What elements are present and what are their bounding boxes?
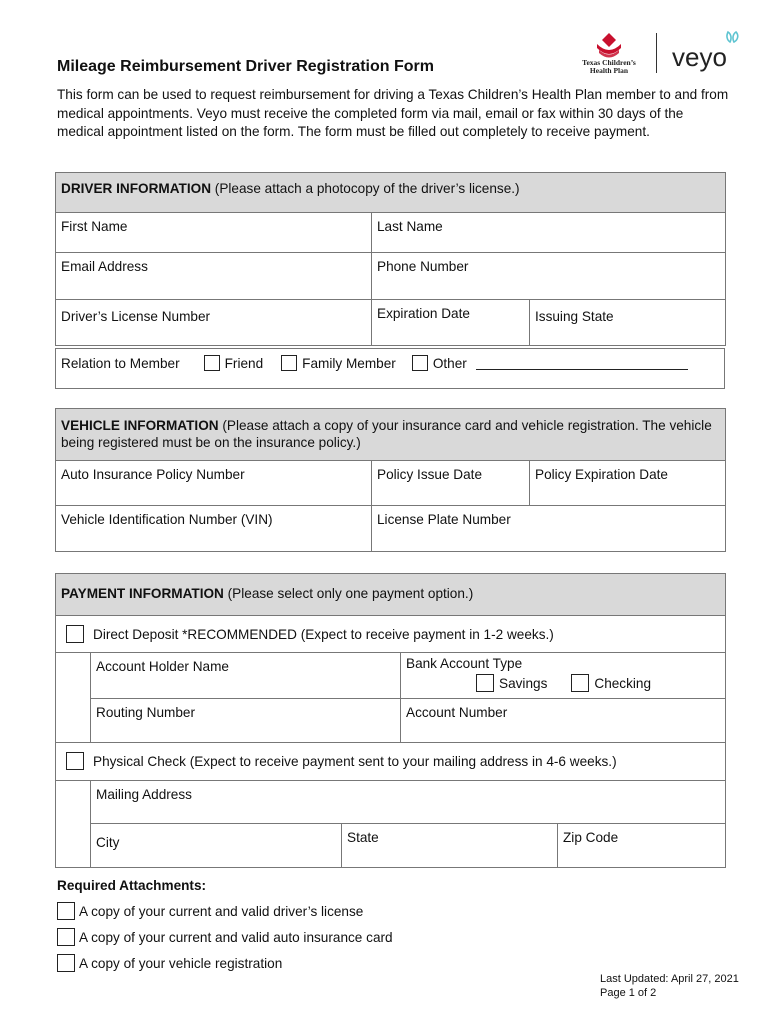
policy-number-field[interactable] <box>56 461 372 506</box>
vehicle-section-header <box>56 409 726 461</box>
payment-heading-note: (Please select only one payment option.) <box>223 586 474 601</box>
direct-deposit-indent <box>56 653 91 743</box>
page-number: Page 1 of 2 <box>600 987 657 999</box>
friend-checkbox[interactable] <box>204 355 220 371</box>
phone-label: Phone Number <box>377 259 469 274</box>
account-holder-label: Account Holder Name <box>96 659 229 674</box>
attachment-registration-checkbox[interactable] <box>57 954 75 972</box>
svg-text:veyo: veyo <box>672 42 727 72</box>
driver-heading: DRIVER INFORMATION <box>61 181 212 196</box>
direct-deposit-row <box>56 616 726 653</box>
attachment-item-registration <box>57 954 282 972</box>
city-label: City <box>96 835 120 850</box>
other-checkbox[interactable] <box>412 355 428 371</box>
direct-deposit-label: Direct Deposit *RECOMMENDED (Expect to receive payment in 1-2 weeks.) <box>93 626 554 642</box>
attachment-registration-label: A copy of your vehicle registration <box>79 955 283 971</box>
bank-account-type-label: Bank Account Type <box>406 656 523 671</box>
first-name-field[interactable] <box>56 213 372 253</box>
license-plate-label: License Plate Number <box>377 512 511 527</box>
license-number-field[interactable] <box>56 300 372 346</box>
physical-check-indent <box>56 781 91 868</box>
driver-information-table <box>55 172 726 346</box>
svg-text:Health Plan: Health Plan <box>589 66 629 75</box>
savings-checkbox[interactable] <box>476 674 494 692</box>
expiration-date-field[interactable] <box>372 300 530 346</box>
svg-text:Texas Children’s: Texas Children’s <box>582 58 636 67</box>
physical-check-label: Physical Check (Expect to receive payment sent to your mailing address in 4-6 weeks.) <box>93 753 617 769</box>
policy-expiration-date-label: Policy Expiration Date <box>535 467 668 482</box>
vehicle-heading: VEHICLE INFORMATION <box>61 418 219 433</box>
driver-section-header <box>56 173 726 213</box>
policy-issue-date-field[interactable] <box>372 461 530 506</box>
attachment-insurance-label: A copy of your current and valid auto insurance card <box>79 929 393 945</box>
attachment-license-checkbox[interactable] <box>57 902 75 920</box>
last-name-label: Last Name <box>377 219 443 234</box>
vehicle-heading-note: (Please attach a copy of your insurance card and vehicle registration. The vehicle being registered must be on the insurance policy.) <box>61 418 712 450</box>
email-field[interactable] <box>56 253 372 300</box>
intro-paragraph: This form can be used to request reimbursement for driving a Texas Children’s Health Plan member to and from medical appointments. Veyo must receive the completed form via mail, email or fax within 30 days of the medical appointment listed on the form. The form must be filled out completely to receive payment. <box>57 87 729 139</box>
policy-number-label: Auto Insurance Policy Number <box>61 467 245 482</box>
other-label: Other <box>432 355 467 371</box>
logo-divider <box>656 33 657 73</box>
relation-label: Relation to Member <box>61 355 180 371</box>
driver-heading-note: (Please attach a photocopy of the driver’s license.) <box>211 181 520 196</box>
last-updated: Last Updated: April 27, 2021 <box>600 973 739 985</box>
email-label: Email Address <box>61 259 148 274</box>
last-name-field[interactable] <box>372 213 726 253</box>
physical-check-row <box>56 743 726 781</box>
city-field[interactable] <box>91 824 342 868</box>
payment-information-table <box>55 573 726 868</box>
policy-expiration-date-field[interactable] <box>530 461 726 506</box>
license-plate-field[interactable] <box>372 506 726 552</box>
friend-label: Friend <box>224 355 264 371</box>
required-attachments-title: Required Attachments: <box>57 878 207 893</box>
veyo-logo <box>670 28 746 74</box>
vin-field[interactable] <box>56 506 372 552</box>
issuing-state-field[interactable] <box>530 300 726 346</box>
relation-row <box>56 349 725 389</box>
mailing-address-field[interactable] <box>91 781 726 824</box>
payment-section-header <box>56 574 726 616</box>
account-holder-field[interactable] <box>91 653 401 699</box>
state-field[interactable] <box>342 824 558 868</box>
relation-table <box>55 348 725 389</box>
routing-number-field[interactable] <box>91 699 401 743</box>
direct-deposit-checkbox[interactable] <box>66 625 84 643</box>
attachment-item-insurance <box>57 928 393 946</box>
state-label: State <box>347 830 379 845</box>
checking-checkbox[interactable] <box>571 674 589 692</box>
license-number-label: Driver’s License Number <box>61 309 211 324</box>
bank-account-type-field <box>401 653 726 699</box>
issuing-state-label: Issuing State <box>535 309 614 324</box>
attachment-insurance-checkbox[interactable] <box>57 928 75 946</box>
attachment-license-label: A copy of your current and valid driver’s license <box>79 903 364 919</box>
policy-issue-date-label: Policy Issue Date <box>377 467 483 482</box>
routing-number-label: Routing Number <box>96 705 195 720</box>
first-name-label: First Name <box>61 219 128 234</box>
mailing-address-label: Mailing Address <box>96 787 192 802</box>
zip-code-label: Zip Code <box>563 830 619 845</box>
checking-label: Checking <box>594 675 652 691</box>
physical-check-checkbox[interactable] <box>66 752 84 770</box>
expiration-date-label: Expiration Date <box>377 306 470 321</box>
account-number-label: Account Number <box>406 705 508 720</box>
page-title: Mileage Reimbursement Driver Registration Form <box>57 58 434 75</box>
footer <box>600 972 739 1000</box>
phone-field[interactable] <box>372 253 726 300</box>
family-member-checkbox[interactable] <box>281 355 297 371</box>
attachment-item-license <box>57 902 363 920</box>
savings-label: Savings <box>499 675 548 691</box>
zip-code-field[interactable] <box>558 824 726 868</box>
family-member-label: Family Member <box>302 355 396 371</box>
vin-label: Vehicle Identification Number (VIN) <box>61 512 273 527</box>
account-number-field[interactable] <box>401 699 726 743</box>
other-blank-line[interactable] <box>476 356 688 370</box>
payment-heading: PAYMENT INFORMATION <box>61 586 224 601</box>
vehicle-information-table <box>55 408 726 552</box>
texas-childrens-logo <box>566 30 652 76</box>
